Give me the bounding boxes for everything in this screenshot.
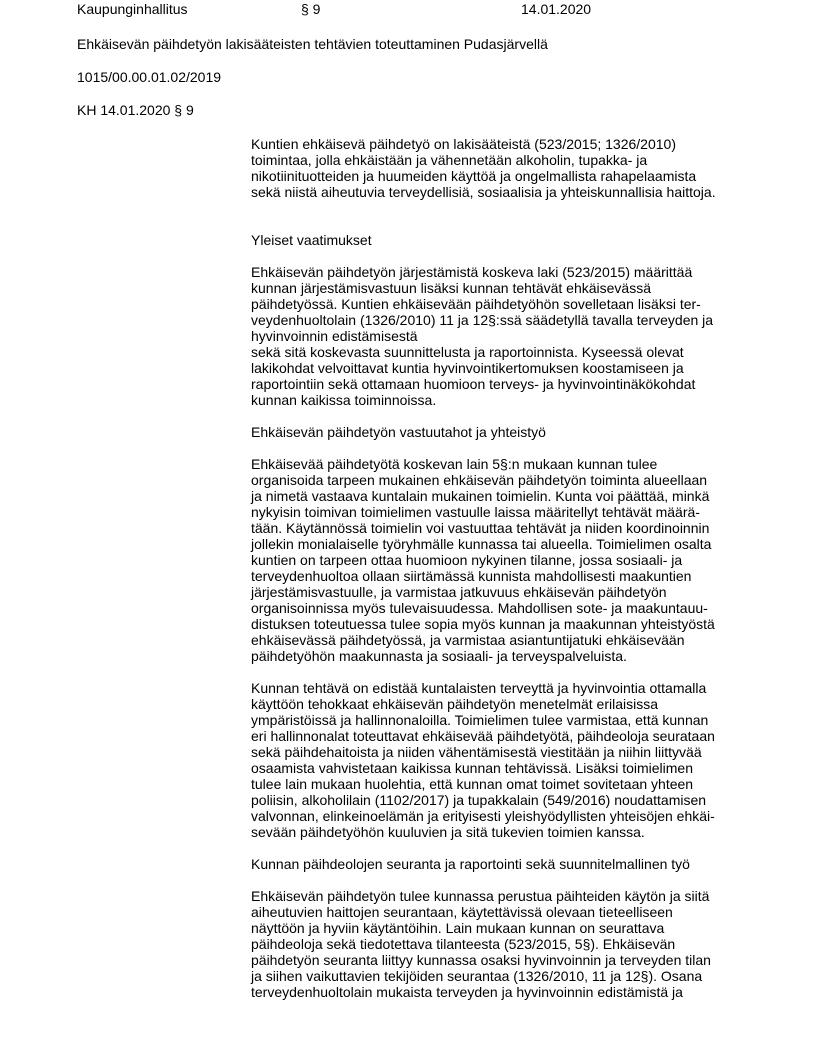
text-line: raportointiin sekä ottamaan huomioon terveys- ja hyvinvointinäkökohdat (251, 376, 696, 392)
text-line: käyttöön tehokkaat ehkäisevän päihdetyön menetelmät erilaisissa (251, 696, 659, 712)
text-line: veydenhuoltolain (1326/2010) 11 ja 12§:ssä säädetyllä tavalla terveyden ja (251, 312, 714, 328)
header-date: 14.01.2020 (521, 1, 592, 17)
text-line: Ehkäisevän päihdetyön järjestämistä koskeva laki (523/2015) määrittää (251, 264, 693, 280)
text-line: eri hallinnonalat toteuttavat ehkäisevää päihdetyötä, päihdeoloja seurataan (251, 728, 715, 744)
text-line: terveydenhuoltoa ollaan siirtämässä kunnista mahdollisesti maakuntien (251, 568, 692, 584)
text-line: tulee lain mukaan huolehtia, että kunnan omat toimet sovitetaan yhteen (251, 776, 694, 792)
text-line: lakikohdat velvoittavat kuntia hyvinvointikertomuksen koostamiseen ja (251, 360, 684, 376)
text-line: osaamista vahvistetaan kaikissa kunnan tehtävissä. Lisäksi toimielimen (251, 760, 693, 776)
text-line: Ehkäisevän päihdetyön tulee kunnassa perustua päihteiden käytön ja siitä (251, 888, 710, 904)
meeting-reference: KH 14.01.2020 § 9 (77, 102, 194, 118)
text-line: ehkäisevässä päihdetyössä, ja varmistaa asiantuntijatuki ehkäisevään (251, 632, 685, 648)
text-line: kunnan järjestämisvastuun lisäksi kunnan tehtävät ehkäisevässä (251, 280, 652, 296)
text-line: kuntien on tarpeen ottaa huomioon nykyinen tilanne, jossa sosiaali- ja (251, 552, 683, 568)
text-line: päihdeoloja sekä tiedotettava tilanteesta (523/2015, 5§). Ehkäisevän (251, 936, 676, 952)
text-line: nikotiinituotteiden ja huumeiden käyttöä ja ongelmallista rahapelaamista (251, 168, 697, 184)
text-line: päihdetyön seuranta liittyy kunnassa osaksi hyvinvoinnin ja terveyden tilan (251, 952, 711, 968)
text-line: näyttöön ja hyviin käytäntöihin. Lain mukaan kunnan on seurattava (251, 920, 665, 936)
document-header (77, 0, 777, 18)
text-line: Kunnan tehtävä on edistää kuntalaisten terveyttä ja hyvinvointia ottamalla (251, 680, 707, 696)
text-line: kunnan kaikissa toiminnoissa. (251, 392, 437, 408)
text-line: aiheutuvien haittojen seurantaan, käytettävissä olevaan tieteelliseen (251, 904, 673, 920)
text-line: tään. Käytännössä toimielin voi vastuuttaa tehtävät ja niiden koordinoinnin (251, 520, 710, 536)
text-line: organisoida tarpeen mukainen ehkäisevän päihdetyön toiminta alueellaan (251, 472, 708, 488)
heading-monitoring: Kunnan päihdeolojen seuranta ja raportointi sekä suunnitelmallinen työ (251, 856, 690, 872)
header-body-name: Kaupunginhallitus (77, 1, 188, 17)
paragraph-promotion (251, 680, 751, 840)
text-line: Kuntien ehkäisevä päihdetyö on lakisääteistä (523/2015; 1326/2010) (251, 136, 676, 152)
paragraph-intro (251, 136, 751, 200)
header-section-number: § 9 (301, 1, 321, 17)
heading-general-requirements: Yleiset vaatimukset (251, 232, 372, 248)
text-line: toimintaa, jolla ehkäistään ja vähennetään alkoholin, tupakka- ja (251, 152, 648, 168)
document-title: Ehkäisevän päihdetyön lakisääteisten tehtävien toteuttaminen Pudasjärvellä (77, 36, 548, 52)
text-line: poliisin, alkoholilain (1102/2017) ja tupakkalain (549/2016) noudattamisen (251, 792, 707, 808)
text-line: sekä niistä aiheutuvia terveydellisiä, sosiaalisia ja yhteiskunnallisia haittoja. (251, 184, 716, 200)
text-line: sekä sitä koskevasta suunnittelusta ja raportoinnista. Kyseessä olevat (251, 344, 684, 360)
text-line: Ehkäisevää päihdetyötä koskevan lain 5§:n mukaan kunnan tulee (251, 456, 658, 472)
text-line: jollekin monialaiselle työryhmälle kunnassa tai alueella. Toimielimen osalta (251, 536, 712, 552)
paragraph-responsibility (251, 456, 751, 664)
text-line: distuksen toteutuessa tulee sopia myös kunnan ja maakunnan yhteistyöstä (251, 616, 715, 632)
text-line: järjestämisvastuulle, ja varmistaa jatkuvuus ehkäisevän päihdetyön (251, 584, 667, 600)
paragraph-monitoring (251, 888, 751, 1000)
text-line: sevään päihdetyöhön kuuluvien ja sitä tukevien toimien kanssa. (251, 824, 645, 840)
text-line: sekä päihdehaitoista ja niiden vähentämisestä viestitään ja niihin liittyvää (251, 744, 702, 760)
text-line: ympäristöissä ja hallinnonaloilla. Toimielimen tulee varmistaa, että kunnan (251, 712, 709, 728)
text-line: ja siihen vaikuttavien tekijöiden seurantaa (1326/2010, 11 ja 12§). Osana (251, 968, 703, 984)
text-line: valvonnan, elinkeinoelämän ja erityisesti yleishyödyllisten yhteisöjen ehkäi- (251, 808, 715, 824)
text-line: päihdetyössä. Kuntien ehkäisevään päihdetyöhön sovelletaan lisäksi ter- (251, 296, 701, 312)
text-line: hyvinvoinnin edistämisestä (251, 328, 418, 344)
heading-responsibility: Ehkäisevän päihdetyön vastuutahot ja yhteistyö (251, 424, 546, 440)
paragraph-general (251, 264, 751, 408)
diary-number: 1015/00.00.01.02/2019 (77, 69, 222, 85)
text-line: ja nimetä vastaava kuntalain mukainen toimielin. Kunta voi päättää, minkä (251, 488, 710, 504)
document-body (251, 136, 751, 1000)
text-line: nykyisin toimivan toimielimen vastuulle laissa määritellyt tehtävät määrä- (251, 504, 700, 520)
text-line: terveydenhuoltolain mukaista terveyden ja hyvinvoinnin edistämistä ja (251, 984, 683, 1000)
text-line: päihdetyöhön maakunnasta ja sosiaali- ja terveyspalveluista. (251, 648, 627, 664)
text-line: organisoinnissa myös tulevaisuudessa. Mahdollisen sote- ja maakuntauu- (251, 600, 708, 616)
